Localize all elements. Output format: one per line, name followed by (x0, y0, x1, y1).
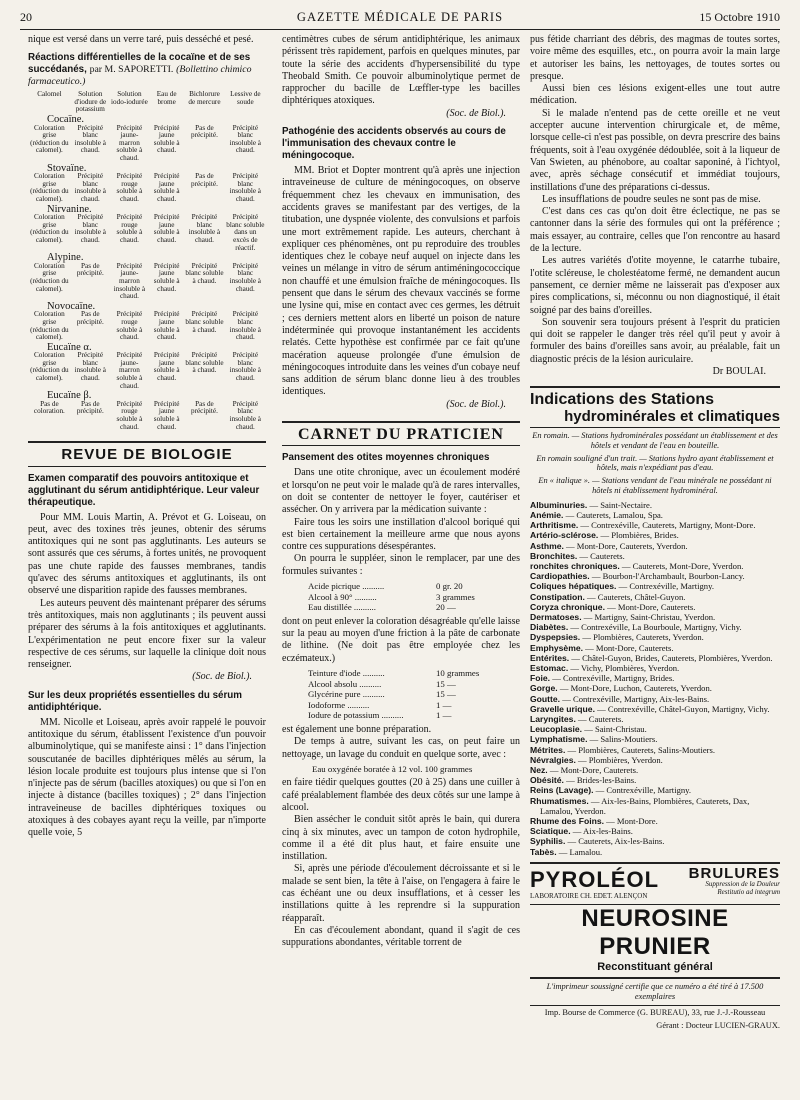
station-names: — Cauterets, Mont-Dore, Yverdon. (619, 560, 744, 571)
condition-name: Coryza chronique. (530, 601, 605, 612)
reaction-cell: Pas de précipité. (76, 261, 104, 278)
reaction-cell: Précipité blanc insoluble à chaud. (74, 351, 106, 383)
station-entry (530, 510, 780, 520)
station-entry (530, 612, 780, 622)
reaction-cell: Précipité rouge soluble à chaud. (116, 310, 143, 342)
station-entry (530, 724, 780, 734)
station-names: — Saint-Christau. (582, 724, 647, 735)
station-entry (530, 683, 780, 693)
paragraph: De temps à autre, suivant les cas, on peut faire un nettoyage, un lavage du conduit en quelque sorte, avec : (282, 736, 520, 760)
station-names: — Mont-Dore, Luchon, Cauterets, Yverdon. (557, 683, 712, 694)
article-title-otites: Pansement des otites moyennes chroniques (282, 452, 490, 464)
station-names: — Mont-Dore, Cauterets, Yverdon. (563, 540, 688, 551)
reaction-cell: Pas de précipité. (76, 399, 104, 416)
paragraph: MM. Nicolle et Loiseau, après avoir rappelé le pouvoir antitoxique du sérum, établissent l'existence d'un pouvoir albuminolytique, qui se manifeste ainsi : 1° dans l'injection souscutanée de bacilles diphtériques mêlés au sérum, la lésion locale produite est toujours plus intense que si l'on n'injecte pas de sérum (bacilles atoxiques) ou que si l'on en injecte à distance (bacilles toxiques) ; 2° dans l'injection intraveineuse de bacilles diphtériques toxiques ou atoxiques à des cobayes ayant reçu la veille, par n'importe quelle voie, 5 (28, 716, 266, 839)
paragraph: en faire tiédir quelques gouttes (20 à 25) dans une cuiller à café préalablement flambée des deux côtés sur une lampe à alcool. (282, 777, 520, 813)
reaction-cell: Précipité jaune soluble à chaud. (153, 213, 180, 244)
quantity: 20 — (436, 602, 456, 613)
station-names: — Vichy, Plombières, Yverdon. (568, 662, 680, 673)
reactions-grid (28, 91, 266, 431)
station-names: — Contrexéville, Martigny, Brides. (550, 673, 675, 684)
gerant-line: Gérant : Docteur LUCIEN-GRAUX. (656, 1021, 780, 1031)
station-names: — Mont-Dore, Cauterets. (604, 601, 696, 612)
print-run-note: L'imprimeur soussigné certifie que ce numéro a été tiré à 17.500 exemplaires (530, 977, 780, 1002)
quantity: 0 gr. 20 (436, 580, 463, 591)
station-entry (530, 653, 780, 663)
reaction-cell: Précipité jaune soluble à chaud. (153, 261, 180, 293)
stations-heading: Indications des Stations (530, 386, 780, 406)
station-entry (530, 785, 780, 795)
condition-name: Coliques hépatiques. (530, 581, 617, 592)
condition-name: Névralgies. (530, 754, 576, 765)
reagent-header: Solution iodo-iodurée (111, 90, 148, 106)
reaction-cell: Précipité blanc insoluble à chaud. (229, 310, 261, 342)
stations-subheading: hydrominérales et climatiques (530, 411, 780, 428)
station-entry (530, 714, 780, 724)
reaction-cell: Précipité blanc insoluble à chaud. (229, 261, 261, 293)
paragraph: En cas d'écoulement abondant, quand il s'agit de ces suppurations abondantes, véritable torrent de (282, 924, 520, 949)
printer-imprint: Imp. Bourse de Commerce (G. BUREAU), 33, rue J.-J.-Rousseau (530, 1005, 780, 1018)
condition-name: Laryngites. (530, 713, 576, 724)
reaction-cell: Précipité blanc soluble à chaud. (185, 310, 224, 334)
paragraph: Bien assécher le conduit sitôt après le bain, qui durera cinq à six minutes, avec un tampon de coton hydrophile, comme il a été dit plus haut, et faire ensuite une instillation. (282, 814, 520, 863)
quantity: 1 — (436, 699, 452, 710)
station-names: — Cauterets. (577, 550, 625, 561)
reaction-cell: Précipité blanc insoluble à chaud. (229, 172, 261, 204)
paragraph: Dans une otite chronique, avec un écoulement modéré et lorsqu'on ne peut voir le malade qu'à de rares intervalles, on doit se contenter de nettoyer le foyer, cautériser et assécher. On y arrivera par la médication suivante : (282, 467, 520, 516)
station-entry (530, 734, 780, 744)
station-entry (530, 847, 780, 857)
section-revue-biologie: REVUE DE BIOLOGIE (28, 441, 266, 466)
reaction-cell: Précipité blanc insoluble à chaud. (188, 213, 221, 244)
station-names: — Plombières, Brides. (598, 530, 679, 541)
condition-name: Asthme. (530, 540, 564, 551)
article-title-pathogenie: Pathogénie des accidents observés au cours de l'immunisation des chevaux contre le méningocoque. (282, 126, 506, 162)
reaction-cell: Précipité jaune-marron soluble à chaud. (116, 123, 143, 163)
station-entry (530, 775, 780, 785)
condition-name: Constipation. (530, 591, 585, 602)
reaction-cell: Précipité jaune soluble à chaud. (153, 172, 180, 204)
reaction-cell: Précipité rouge soluble à chaud. (116, 172, 143, 204)
station-entry (530, 826, 780, 836)
reaction-cell: Précipité rouge soluble à chaud. (116, 399, 143, 431)
quantity: 10 grammes (436, 667, 480, 678)
reagent-header: Eau de brome (156, 90, 177, 106)
formula-iode (308, 668, 520, 721)
station-entry (530, 602, 780, 612)
station-names: — Mont-Dore. (604, 815, 658, 826)
column-left (28, 34, 266, 1094)
column-right (530, 34, 780, 1094)
ad-neurosine-sub: Reconstituant général (597, 960, 713, 973)
station-entry (530, 551, 780, 561)
reaction-cell: Pas de précipité. (190, 172, 218, 188)
reagent-header: Bichlorure de mercure (188, 90, 221, 106)
condition-name: Cardiopathies. (530, 571, 590, 582)
condition-name: Artério-sclérose. (530, 530, 599, 541)
reaction-cell: Précipité jaune-marron soluble à chaud. (116, 351, 143, 390)
issue-date: 15 Octobre 1910 (699, 10, 780, 24)
quantity: 15 — (436, 678, 456, 689)
legend-note: En romain. — Stations hydrominérales possédant un établissement et des hôtels et vendant de l'eau en bouteille. (532, 430, 778, 450)
station-names: — Salins-Moutiers. (587, 734, 658, 745)
station-entry (530, 592, 780, 602)
condition-name: Lymphatisme. (530, 734, 588, 745)
station-entry (530, 663, 780, 673)
station-names: — Brides-les-Bains. (563, 775, 637, 786)
condition-name: Dyspepsies. (530, 632, 581, 643)
condition-name: Dermatoses. (530, 611, 582, 622)
reaction-cell: Coloration grise (réduction du calomel). (30, 351, 69, 383)
article-title-proprietes: Sur les deux propriétés essentielles du sérum antidiphtérique. (28, 689, 242, 713)
station-entry (530, 520, 780, 530)
paragraph: Aussi bien ces lésions exigent-elles une tout autre médication. (530, 83, 780, 107)
station-entry (530, 622, 780, 632)
reaction-cell: Coloration grise (réduction du calomel). (30, 172, 69, 204)
stations-list (530, 500, 780, 857)
paragraph: Son souvenir sera toujours présent à l'esprit du praticien qui doit se rappeler le danger très réel qu'il peut y avoir à formuler des bains d'oreilles sans avoir, au préalable, fait un diagnostic précis de la lésion auriculaire. (530, 316, 780, 365)
station-names: — Mont-Dore, Cauterets. (547, 764, 639, 775)
condition-name: Obésité. (530, 775, 564, 786)
page-header (20, 4, 780, 30)
station-names: — Saint-Nectaire. (587, 499, 652, 510)
journal-title: GAZETTE MÉDICALE DE PARIS (296, 10, 504, 24)
reaction-cell: Précipité blanc insoluble à chaud. (229, 123, 261, 155)
station-names: — Lamalou. (556, 846, 603, 857)
station-entry (530, 632, 780, 642)
station-names: — Contrexéville, Cauterets, Martigny, Mont-Dore. (578, 520, 756, 531)
reaction-cell: Pas de précipité. (76, 310, 104, 326)
paragraph: MM. Briot et Dopter montrent qu'à après une injection intraveineuse de culture de méningocoques, on observe fréquemment chez les chevaux en immunisation, des accidents graves se manifestant par des vertiges, de la titubation, une dyspnée violente, des convulsions et parfois une mort extrêmement rapide. Les auteurs, cherchant à expliquer ces phénomènes, ont pu reproduire des troubles identiques chez le cobaye neuf auquel on injecte dans les veines un mélange in vitro de sérum antiméningococcique non chauffé et une émulsion fraîche de méningocoques. Ils pensent que dans le sérum des chevaux vaccinés se forme une lysine qui, mise en contact avec ces germes, les détruit ; ces derniers mettent alors en liberté un poison de nature indéterminée qui provoque instantanément les accidents relatés. Cette hypothèse est confirmée par ce fait qu'une macération aqueuse prolongée d'une émulsion de méningocoques introduite dans les veines d'un cobaye neuf sans addition de sérum blanc donne lieu à des troubles identiques. (282, 165, 520, 398)
source-citation: (Soc. de Biol.). (446, 398, 506, 410)
author-signature: Dr BOULAI. (712, 366, 766, 378)
paragraph: C'est dans ces cas qu'on doit être éclectique, ne pas se cantonner dans la série des formules qui ont la préférence ; mais essayer, au contraire, celles que l'on rencontre au hasard de la lecture. (530, 206, 780, 255)
compound-name: Eucaïne β. (47, 390, 92, 402)
paragraph: dont on peut enlever la coloration désagréable qu'elle laisse sur la peau au moyen d'une friction à la pâte de carbonate de lithine. (Ne doit pas être employée chez les eczémateux.) (282, 615, 520, 664)
station-entry (530, 581, 780, 591)
station-entry (530, 816, 780, 826)
paragraph: Les autres variétés d'otite moyenne, le catarrhe tubaire, l'otite scléreuse, le cholestéatome fermé, ne demandent aucun pansement, ce dernier même ne laisserait pas d'exposer aux pires complications, si, méconnu ou non diagnostiqué, il était soigné par des bains d'oreilles. (530, 255, 780, 316)
reaction-cell: Précipité jaune soluble à chaud. (153, 399, 180, 431)
formula-line (308, 710, 520, 721)
article-title-examen: Examen comparatif des pouvoirs antitoxique et agglutinant du sérum antidiphtérique. Leur valeur thérapeutique. (28, 472, 260, 508)
paragraph: est également une bonne préparation. (282, 723, 432, 735)
reaction-cell: Précipité blanc insoluble à chaud. (74, 213, 106, 244)
condition-name: Reins (Lavage). (530, 785, 594, 796)
condition-name: Métrites. (530, 744, 566, 755)
station-entry (530, 561, 780, 571)
condition-name: Anémie. (530, 509, 564, 520)
condition-name: Rhumatismes. (530, 795, 589, 806)
condition-name: Albuminuries. (530, 499, 588, 510)
paragraph: Les auteurs peuvent dès maintenant préparer des sérums très antitoxiques, mais non agglutinants ; ils peuvent aussi préparer des sérums à la fois antitoxiques et agglutinants. L'expérimentation ne peut encore fixer sur la valeur respective de ces sérums, sur laquelle la clinique doit nous renseigner. (28, 597, 266, 671)
station-entry (530, 500, 780, 510)
condition-name: Entérites. (530, 652, 570, 663)
compound-name: Alypine. (47, 252, 84, 264)
paragraph: centimètres cubes de sérum antidiphtérique, les animaux périssent très rapidement, parfois en quelques minutes, par toute la série des accidents d'hypersensibilité du type Theobald Smith. Ce pouvoir albuminolytique permet de rapprocher du bacille de Lœffler-type les bacilles diphtériques atoxiques. (282, 34, 520, 107)
station-names: — Cauterets, Châtel-Guyon. (584, 591, 686, 602)
reaction-cell: Pas de précipité. (190, 123, 218, 140)
station-entry (530, 571, 780, 581)
paragraph: Pour MM. Louis Martin, A. Prévot et G. Loiseau, on peut, avec des toxines très jeunes, obtenir des sérums antitoxiques qui ne sont pas agglutinants. Les auteurs se sont assurés que ces sérums, à fortes unités, ne provoquent pas une chute rapide des fausses membranes, tandis qu'avec des sérums antitoxiques et agglutinants, ils ont observé une disparition rapide des fausses membranes. (28, 511, 266, 597)
formula-line (308, 592, 520, 603)
ad-neurosine-name: NEUROSINE PRUNIER (581, 904, 729, 960)
column-middle (282, 34, 520, 1094)
reaction-cell: Coloration grise (réduction du calomel). (30, 123, 69, 155)
source-citation: (Soc. de Biol.). (192, 671, 252, 683)
reaction-cell: Précipité blanc soluble à chaud. (185, 351, 224, 375)
ingredient: Alcool à 90° .......... (308, 591, 377, 602)
reactions-table (28, 91, 266, 431)
ingredient: Alcool absolu .......... (308, 678, 382, 689)
reaction-cell: Précipité jaune soluble à chaud. (153, 123, 180, 155)
intro-text: nique est versé dans un verre taré, puis desséché et pesé. (28, 34, 254, 45)
section-carnet-praticien: CARNET DU PRATICIEN (282, 421, 520, 446)
condition-name: Bronchites. (530, 550, 578, 561)
station-names: — Martigny, Saint-Christau, Yverdon. (581, 611, 716, 622)
condition-name: Syphilis. (530, 836, 566, 847)
reaction-cell: Précipité rouge soluble à chaud. (116, 213, 143, 244)
ingredient: Acide picrique .......... (308, 580, 385, 591)
reagent-header: Lessive de soude (230, 90, 261, 106)
ad-pyroleol-lab: LABORATOIRE CH. EDET. ALENÇON (530, 891, 648, 900)
advert-pyroleol (530, 862, 780, 900)
reaction-cell: Pas de précipité. (190, 399, 218, 416)
condition-name: Nez. (530, 764, 548, 775)
station-names: — Aix-les-Bains. (570, 826, 633, 837)
formula-eau-oxygenee: Eau oxygénée boratée à 12 vol. 100 grammes (312, 763, 473, 774)
condition-name: Rhume des Foins. (530, 815, 605, 826)
reaction-cell: Pas de coloration. (33, 399, 65, 416)
station-names: — Contrexéville, Martigny. (593, 785, 692, 796)
legend-note: En « italique ». — Stations vendant de l'eau minérale ne possédant ni hôtels ni établissement hydrominéral. (538, 476, 772, 495)
station-names: — Aix-les-Bains, Plombières, Cauterets, Dax, Lamalou, Yverdon. (540, 795, 750, 816)
station-entry (530, 755, 780, 765)
paragraph: On pourra le suppléer, sinon le remplacer, par une des formules suivantes : (282, 553, 520, 577)
condition-name: Tabès. (530, 846, 557, 857)
quantity: 15 — (436, 689, 456, 700)
station-entry (530, 796, 780, 816)
station-names: — Plombières, Cauterets, Yverdon. (580, 632, 704, 643)
condition-name: Diabètes. (530, 622, 569, 633)
station-entry (530, 673, 780, 683)
reaction-cell: Précipité jaune soluble à chaud. (153, 310, 180, 342)
station-names: — Bourbon-l'Archambault, Bourbon-Lancy. (589, 571, 745, 582)
station-names: — Plombières, Yverdon. (575, 754, 663, 765)
formula-line (308, 668, 520, 679)
reaction-cell: Coloration grise (réduction du calomel). (30, 213, 69, 244)
station-entry (530, 643, 780, 653)
ingredient: Teinture d'iode .......... (308, 667, 385, 678)
station-names: — Mont-Dore, Cauterets. (583, 642, 674, 653)
compound-name: Novocaïne. (47, 300, 96, 312)
reaction-cell: Précipité jaune-marron insoluble à chaud. (113, 261, 146, 301)
station-names: — Contrexéville, Martigny. (616, 581, 714, 592)
station-entry (530, 745, 780, 755)
condition-name: Sciatique. (530, 826, 571, 837)
formula-picrique (308, 581, 520, 613)
reaction-cell: Précipité blanc insoluble à chaud. (229, 351, 261, 383)
compound-name: Nirvanine. (47, 203, 92, 215)
condition-name: Leucoplasie. (530, 724, 583, 735)
reaction-cell: Précipité blanc insoluble à chaud. (229, 399, 261, 431)
paragraph: Si le malade n'entend pas de cette oreille et ne veut accepter aucune intervention chirurgicale et, de même, lorsque celle-ci n'est pas possible, on devra prescrire des bains fréquents, soit à l'eau oxygénée dédoublée, soit à la liqueur de Van Swieten, au phénobore, au coaltar saponiné, à l'ichtyol, avec, après séchage consécutif et immédiat toujours, instillations d'une des préparations ci-dessus. (530, 107, 780, 193)
station-entry (530, 541, 780, 551)
ad-tagline: Restitutio ad integrum (717, 888, 780, 897)
compound-name: Stovaïne. (47, 162, 87, 174)
page-number: 20 (20, 10, 32, 24)
reaction-cell: Précipité blanc soluble dans un excès de réactif. (226, 213, 265, 252)
station-entry (530, 704, 780, 714)
reactions-title: Réactions différentielles de la cocaïne et de ses succédanés, par M. SAPORETTI. (Bollettino chimico farmaceutico.) (28, 52, 252, 88)
ad-brulures: BRULURES (688, 864, 780, 882)
formula-line (308, 602, 520, 613)
paragraph: Faire tous les soirs une instillation d'alcool boriqué qui est bien certainement la meilleure arme que nous ayons contre ces suppurations désespérantes. (282, 516, 520, 553)
station-names: — Cauterets, Aix-les-Bains. (565, 836, 665, 847)
station-names: — Cauterets, Lamalou, Spa. (563, 509, 663, 520)
quantity: 3 grammes (436, 591, 475, 602)
formula-line (308, 689, 520, 700)
condition-name: Foie. (530, 673, 551, 684)
condition-name: ronchites chroniques. (530, 560, 620, 571)
station-names: — Cauterets. (575, 713, 624, 724)
formula-line (308, 700, 520, 711)
ingredient: Glycérine pure .......... (308, 689, 385, 700)
condition-name: Emphysème. (530, 642, 584, 653)
compound-name: Eucaïne α. (47, 341, 92, 353)
formula-line (308, 679, 520, 690)
condition-name: Gravelle urique. (530, 703, 595, 714)
legend-note: En romain souligné d'un trait. — Stations hydro ayant établissement et hôtels, mais n'expédiant pas d'eau. (536, 453, 774, 473)
condition-name: Arthritisme. (530, 520, 579, 531)
source-citation: (Soc. de Biol.). (446, 107, 506, 119)
reaction-cell: Précipité blanc insoluble à chaud. (74, 172, 106, 204)
reaction-cell: Précipité blanc insoluble à chaud. (74, 123, 106, 155)
condition-name: Gorge. (530, 683, 558, 694)
condition-name: Goutte. (530, 693, 561, 704)
reagent-header: Solution d'iodure de potassium (74, 90, 107, 114)
reaction-cell: Précipité blanc soluble à chaud. (185, 261, 224, 285)
station-entry (530, 765, 780, 775)
station-names: — Châtel-Guyon, Brides, Cauterets, Plombières, Yverdon. (569, 652, 773, 663)
station-names: — Plombières, Cauterets, Salins-Moutiers. (565, 744, 716, 755)
station-names: — Contrexéville, Châtel-Guyon, Martigny, Vichy. (594, 703, 770, 714)
condition-name: Estomac. (530, 662, 569, 673)
ad-pyroleol-name: PYROLÉOL (530, 866, 660, 892)
station-entry (530, 694, 780, 704)
advert-neurosine (530, 904, 780, 973)
reaction-cell: Coloration grise (réduction du calomel). (30, 310, 69, 342)
paragraph: pus fétide charriant des débris, des magmas de toutes sortes, voire même des esquilles, etc., on pourra avoir la main large et autoriser les bains, les nettoyages, de toutes sortes ou presque. (530, 34, 780, 82)
ingredient: Iodure de potassium .......... (308, 710, 404, 721)
compound-name: Cocaïne. (47, 114, 85, 126)
ingredient: Eau distillée .......... (308, 602, 376, 613)
paragraph: Les insufflations de poudre seules ne sont pas de mise. (542, 193, 761, 205)
paragraph: Si, après une période d'écoulement décroissante et si le malade se sent bien, la tête à l'aise, on l'engagera à faire le cas échéant une ou deux insufflations, et à cesser les instillations quitte à les reprendre si la suppuration réapparaît. (282, 863, 520, 924)
ingredient: Iodoforme .......... (308, 699, 370, 710)
station-entry (530, 836, 780, 846)
reagent-header: Calomel (37, 90, 62, 99)
reaction-cell: Coloration grise (réduction du calomel). (30, 261, 69, 293)
quantity: 1 — (436, 710, 452, 721)
station-names: — Contrexéville, Martigny, Aix-les-Bains. (560, 693, 710, 704)
station-names: — Contrexéville, La Bourboule, Martigny, Vichy. (568, 622, 742, 633)
formula-line (308, 581, 520, 592)
ad-tagline: Suppression de la Douleur (705, 880, 780, 889)
reaction-cell: Précipité jaune soluble à chaud. (153, 351, 180, 383)
station-entry (530, 530, 780, 540)
